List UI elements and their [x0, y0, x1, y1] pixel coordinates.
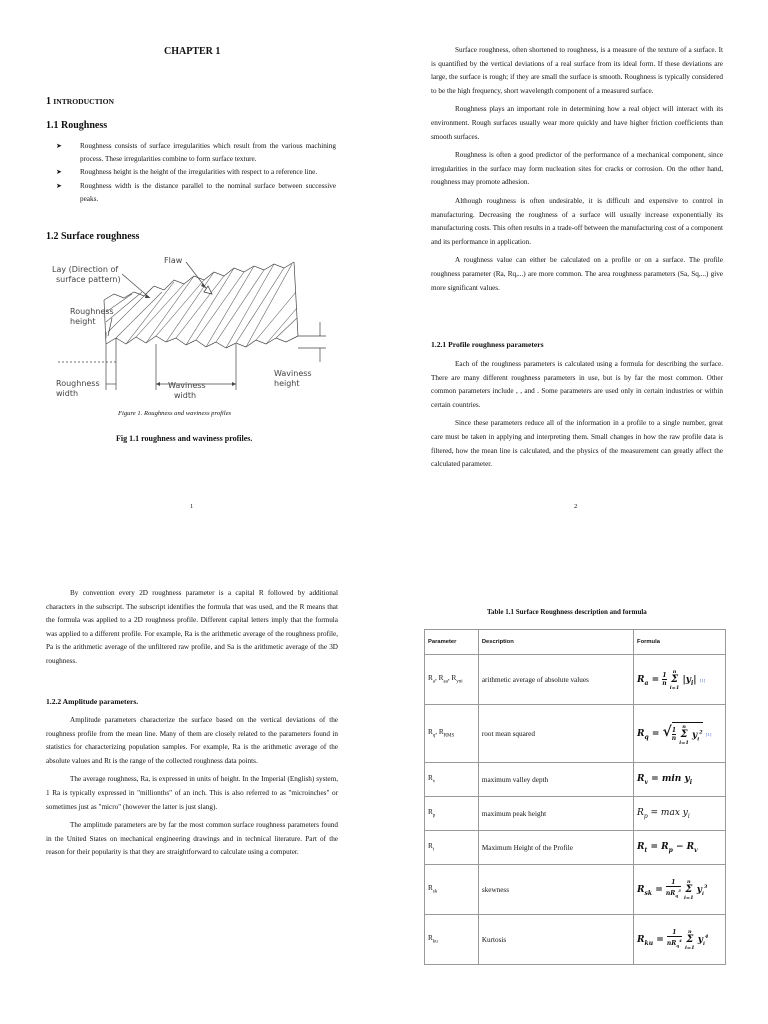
column-header-parameter: Parameter [425, 630, 479, 655]
description-cell: Maximum Height of the Profile [478, 831, 633, 865]
param-cell: $R_v$ [425, 763, 479, 797]
lay-label-line2: surface pattern) [56, 275, 121, 284]
waviness-height-label-line2: height [274, 379, 300, 388]
paragraph: The average roughness, Ra, is expressed in units of height. In the Imperial (English) system, 1 Ra is typically expressed in "millionths" of an inch. This is also referred to as "microinches" or sometimes just as "micro" (however the latter is just slang). [46, 775, 338, 811]
roughness-waviness-figure [46, 252, 341, 402]
list-item: ➤ Roughness height is the height of the irregularities with respect to a reference line. [46, 166, 336, 179]
list-item: ➤ Roughness consists of surface irregularities which result from the various machining process. These irregularities combine to form surface texture. [56, 142, 336, 164]
arrow-bullet-icon: ➤ [56, 168, 62, 177]
paragraph: The amplitude parameters are by far the most common surface roughness parameters found in the United States on mechanical engineering drawings and in technical literature. Part of the reason for their popularity is that they are straightforward to calculate using a computer. [46, 821, 338, 857]
paragraph: Each of the roughness parameters is calculated using a formula for describing the surface. There are many different roughness parameters in use, but is by far the most common. Other common parameters include , , and . Some parameters are used only in certain industries or within certain countries. [431, 360, 723, 409]
page-number: 1 [190, 503, 194, 510]
roughness-width-label-line1: Roughness [56, 379, 100, 388]
param-cell: $R_t$ [425, 831, 479, 865]
paragraph: Amplitude parameters characterize the surface based on the vertical deviations of the roughness profile from the mean line. Many of them are closely related to the parameters found in statistics for characterizing population samples. For example, Ra is the arithmetic average of the absolute values and Rt is the range of the collected roughness data points. [46, 716, 338, 765]
roughness-bullets [46, 140, 336, 206]
formula-rt: $R_t = R_p - R_v$ [637, 841, 698, 854]
paragraph: A roughness value can either be calculated on a profile or on a surface. The profile roughness parameter (Ra, Rq,...) are more common. The area roughness parameters (Sa, Sq,...) give more significant values. [431, 256, 723, 292]
roughness-height-leader [108, 318, 112, 336]
paragraph: Surface roughness, often shortened to roughness, is a measure of the texture of a surface. It is quantified by the vertical deviations of a real surface from its ideal form. If these deviations are large, the surface is rough; if they are small the surface is smooth. Roughness is typically considered to be the high frequency, short wavelength component of a measured surface. [431, 46, 723, 95]
flaw-label: Flaw [164, 256, 183, 265]
page2-body-b [431, 358, 723, 472]
table-row [425, 655, 726, 705]
paragraph: Although roughness is often undesirable, it is difficult and expensive to control in manufacturing. Decreasing the roughness of a surface will usually increase exponentially its manufacturing costs. This often results in a trade-off between the manufacturing cost of a component and its performance in application. [431, 196, 723, 246]
table-row [425, 797, 726, 831]
list-item: ➤ Roughness width is the distance parallel to the nominal surface between successive peaks. [56, 181, 336, 203]
waviness-height-label-line1: Waviness [274, 369, 312, 378]
param-cell: $R_{ku}$ [425, 915, 479, 965]
page3-body [46, 714, 338, 860]
table-row [425, 763, 726, 797]
section-1-1-heading: 1.1 Roughness [46, 120, 108, 131]
subsection-1-2-1-heading: 1.2.1 Profile roughness parameters [431, 340, 544, 349]
table-row [425, 865, 726, 915]
intro-heading [46, 96, 114, 107]
param-cell: $R_p$ [425, 797, 479, 831]
arrow-bullet-icon: ➤ [56, 181, 62, 190]
arrow-bullet-icon: ➤ [56, 142, 62, 150]
formula-rku: $R_{ku}$ = 1 $nR_q^4$ n Σ i=1 $y_i^4$ [637, 928, 709, 951]
formula-cell [634, 655, 726, 705]
table-row [425, 915, 726, 965]
description-cell: skewness [478, 865, 633, 915]
paragraph: Roughness plays an important role in determining how a real object will interact with its environment. Rough surfaces usually wear more quickly and have higher friction coefficients than smooth surfaces. [431, 105, 723, 141]
formula-rq: $R_q$ = √ $\frac{1}{n}$ n Σ i=1 $y_i^2$ [1] [637, 723, 712, 746]
lay-label-line1: Lay (Direction of [52, 265, 119, 274]
description-cell: arithmetic average of absolute values [478, 655, 633, 705]
formula-cell [634, 797, 726, 831]
column-header-description: Description [478, 630, 633, 655]
waviness-width-label-line1: Waviness [168, 381, 206, 390]
column-header-formula: Formula [634, 630, 726, 655]
table-header-row [425, 630, 726, 655]
formula-cell [634, 865, 726, 915]
lay-lines [106, 264, 297, 348]
description-cell: maximum valley depth [478, 763, 633, 797]
param-cell: $R_{sk}$ [425, 865, 479, 915]
table-row [425, 831, 726, 865]
formula-cell [634, 831, 726, 865]
paragraph: By convention every 2D roughness parameter is a capital R followed by additional characters in the subscript. The subscript identifies the formula that was used, and the R means that the formula was applied to a 2D roughness profile. Different capital letters imply that the formula was applied to a different profile. For example, Ra is the arithmetic average of the roughness profile, Pa is the arithmetic average of the unfiltered raw profile, and Sa is the arithmetic average of the 3D roughness. [46, 589, 338, 665]
formula-cell [634, 763, 726, 797]
roughness-table [424, 629, 726, 965]
intro-number: 1 [46, 96, 51, 107]
waviness-width-label-line2: width [174, 391, 197, 400]
subsection-1-2-2-heading: 1.2.2 Amplitude parameters. [46, 697, 139, 706]
table-title: Table 1.1 Surface Roughness description and formula [487, 608, 647, 616]
page3-intro [46, 587, 338, 669]
formula-rp: $R_p = \max y_i$ [637, 807, 690, 820]
section-1-2-heading: 1.2 Surface roughness [46, 231, 140, 242]
formula-cell [634, 915, 726, 965]
roughness-height-label-line2: height [70, 317, 96, 326]
param-cell: $R_a$, $R_{aa}$, $R_{yni}$ [425, 655, 479, 705]
formula-cell [634, 705, 726, 763]
paragraph: Roughness is often a good predictor of the performance of a mechanical component, since irregularities in the surface may form nucleation sites for cracks or corrosion. On the other hand, roughness may promote adhesion. [431, 151, 723, 187]
formula-rv: $R_v = \min y_i$ [637, 773, 692, 786]
roughness-height-label-line1: Roughness [70, 307, 114, 316]
figure-caption-italic: Figure 1. Roughness and waviness profiles [118, 410, 232, 417]
lay-leader [122, 274, 150, 298]
param-cell: $R_q$, $R_{RMS}$ [425, 705, 479, 763]
description-cell: Kurtosis [478, 915, 633, 965]
page2-body [431, 44, 723, 295]
page-number: 2 [574, 503, 578, 510]
formula-rsk: $R_{sk}$ = 1 $nR_q^3$ n Σ i=1 $y_i^3$ [637, 878, 708, 901]
roughness-width-label-line2: width [56, 389, 79, 398]
surface-front-profile [106, 336, 298, 348]
figure-caption: Fig 1.1 roughness and waviness profiles. [116, 434, 253, 443]
chapter-heading: CHAPTER 1 [164, 46, 221, 57]
description-cell: root mean squared [478, 705, 633, 763]
surface-right-edge [294, 262, 298, 336]
formula-ra: $R_a$ = $\frac{1}{n}$ n Σ i=1 $|y_i|$ [1] [637, 668, 706, 691]
intro-title: INTRODUCTION [53, 97, 115, 106]
paragraph: Since these parameters reduce all of the information in a profile to a single number, great care must be taken in applying and interpreting them. Small changes in how the raw profile data is filtered, how the mean line is calculated, and the physics of the measurement can greatly affect the calculated parameter. [431, 419, 723, 469]
table-row [425, 705, 726, 763]
description-cell: maximum peak height [478, 797, 633, 831]
